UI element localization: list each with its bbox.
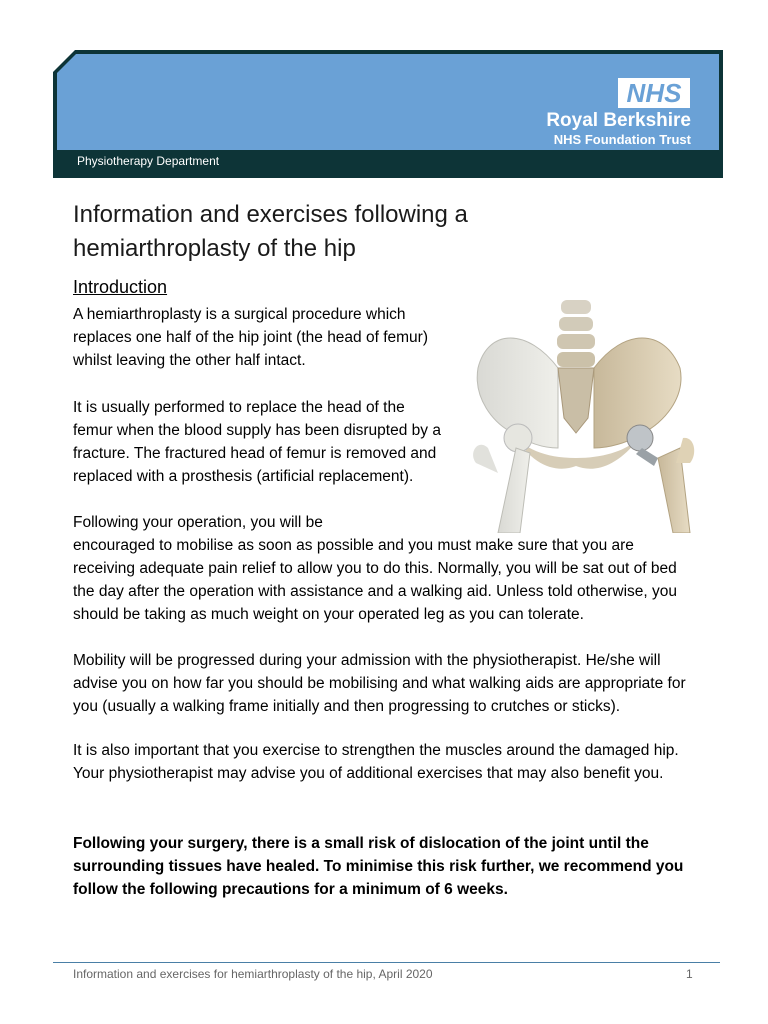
paragraph-purpose: It is usually performed to replace the head of the femur when the blood supply has been disrupted by a fracture. The fractured head of femur is removed and replaced with a prosthesis (artificial replacement). (73, 399, 441, 485)
department-label: Physiotherapy Department (77, 154, 220, 168)
paragraph-mobility: Mobility will be progressed during your admission with the physiotherapist. He/she will advise you on how far you should be mobilising and what walking aids are appropriate for you (usually a walking frame initially and then progressing to crutches or sticks). (73, 652, 686, 715)
document-title (73, 198, 693, 266)
paragraph-mobilise: encouraged to mobilise as soon as possible and you must make sure that you are receiving adequate pain relief to allow you to do this. Normally, you will be sat out of bed the day after the operation with assistance and a walking aid. Unless told otherwise, you should be taking as much weight on your operated leg as you can tolerate. (73, 537, 677, 623)
intro-heading: Introduction (73, 277, 168, 297)
footer-divider (53, 962, 720, 963)
trust-subtitle: NHS Foundation Trust (553, 132, 691, 147)
paragraph-dislocation-warning: Following your surgery, there is a small risk of dislocation of the joint until the surrounding tissues have healed. To minimise this risk further, we recommend you follow the following precautions for a minimum of 6 weeks. (73, 835, 684, 898)
page-number: 1 (686, 967, 693, 981)
footer-text: Information and exercises for hemiarthroplasty of the hip, April 2020 (73, 967, 433, 981)
pelvis-illustration (458, 298, 698, 533)
paragraph-definition: A hemiarthroplasty is a surgical procedure which replaces one half of the hip joint (the head of femur) whilst leaving the other half intact. (73, 306, 428, 369)
nhs-logo-text: NHS (626, 78, 682, 108)
nhs-logo (618, 78, 690, 108)
prosthesis-icon (627, 425, 694, 533)
title-line-1: Information and exercises following a (73, 201, 468, 228)
spine-icon (557, 300, 595, 367)
paragraph-exercise: It is also important that you exercise to strengthen the muscles around the damaged hip. Your physiotherapist may advise you of additional exercises that may also benefit you. (73, 742, 679, 782)
femur-left-icon (473, 424, 532, 533)
trust-name: Royal Berkshire (546, 110, 691, 131)
title-line-2: hemiarthroplasty of the hip (73, 235, 356, 262)
paragraph-mobilise-lead: Following your operation, you will be (73, 514, 323, 531)
